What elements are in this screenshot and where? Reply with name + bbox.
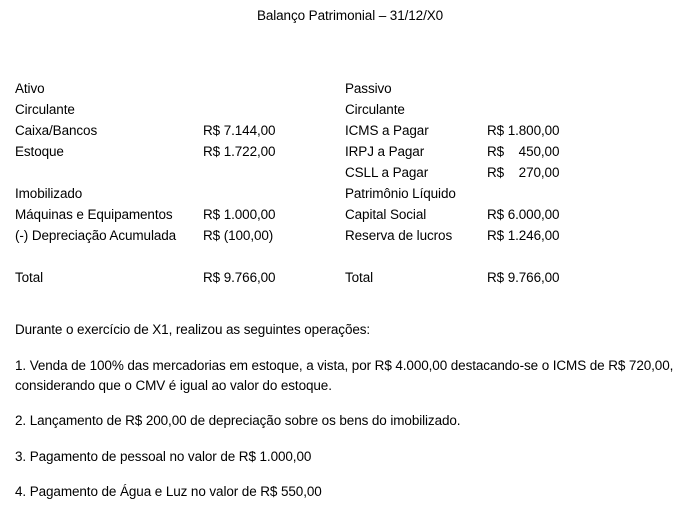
assets-row-value: R$ 7.144,00 xyxy=(203,123,276,138)
assets-row-label: Estoque xyxy=(15,144,64,159)
liabilities-labels-column xyxy=(345,78,456,288)
liabilities-row-label: Circulante xyxy=(345,102,405,117)
assets-row-label: (-) Depreciação Acumulada xyxy=(15,228,177,243)
assets-row-label: Máquinas e Equipamentos xyxy=(15,207,173,222)
operation-item-line: 4. Pagamento de Água e Luz no valor de R$ 550,00 xyxy=(15,484,322,499)
liabilities-row-value xyxy=(487,183,559,204)
assets-row-value xyxy=(203,99,275,120)
liabilities-row-value: R$ 1.246,00 xyxy=(487,228,560,243)
liabilities-row-label: ICMS a Pagar xyxy=(345,123,429,138)
assets-heading: Ativo xyxy=(15,81,45,96)
liabilities-row-label: Patrimônio Líquido xyxy=(345,186,456,201)
operation-item-line: considerando que o CMV é igual ao valor do estoque. xyxy=(15,378,332,393)
liabilities-total-label: Total xyxy=(345,270,374,285)
assets-values-column xyxy=(203,78,275,288)
operation-item xyxy=(15,356,673,396)
assets-total-value: R$ 9.766,00 xyxy=(203,270,276,285)
assets-row-value: R$ (100,00) xyxy=(203,228,274,243)
liabilities-row-label: CSLL a Pagar xyxy=(345,165,429,180)
liabilities-row-value: R$ 1.800,00 xyxy=(487,123,560,138)
operation-item-line: 3. Pagamento de pessoal no valor de R$ 1.000,00 xyxy=(15,449,312,464)
operation-item xyxy=(15,482,322,502)
liabilities-row-value: R$ 270,00 xyxy=(487,165,560,180)
liabilities-total-value: R$ 9.766,00 xyxy=(487,270,560,285)
liabilities-heading: Passivo xyxy=(345,81,392,96)
assets-row-label xyxy=(15,162,176,183)
assets-row-label: Imobilizado xyxy=(15,186,83,201)
operation-item xyxy=(15,411,460,431)
liabilities-row-label: Reserva de lucros xyxy=(345,228,453,243)
operation-item xyxy=(15,447,311,467)
liabilities-row-value: R$ 450,00 xyxy=(487,144,560,159)
assets-row-value: R$ 1.722,00 xyxy=(203,144,276,159)
liabilities-row-label: Capital Social xyxy=(345,207,427,222)
operation-item-line: 1. Venda de 100% das mercadorias em estoque, a vista, por R$ 4.000,00 destacando-se o ICMS de R$ 720,00, xyxy=(15,358,674,373)
assets-row-value xyxy=(203,183,275,204)
assets-row-value xyxy=(203,162,275,183)
assets-labels-column xyxy=(15,78,176,288)
liabilities-row-label: IRPJ a Pagar xyxy=(345,144,425,159)
liabilities-row-value: R$ 6.000,00 xyxy=(487,207,560,222)
assets-total-label: Total xyxy=(15,270,44,285)
liabilities-row-value xyxy=(487,99,559,120)
assets-row-value: R$ 1.000,00 xyxy=(203,207,276,222)
operation-item-line: 2. Lançamento de R$ 200,00 de depreciação sobre os bens do imobilizado. xyxy=(15,413,461,428)
operations-intro: Durante o exercício de X1, realizou as seguintes operações: xyxy=(15,322,371,337)
assets-row-label: Caixa/Bancos xyxy=(15,123,98,138)
liabilities-values-column xyxy=(487,78,559,288)
document-title: Balanço Patrimonial – 31/12/X0 xyxy=(256,8,444,23)
assets-row-label: Circulante xyxy=(15,102,75,117)
